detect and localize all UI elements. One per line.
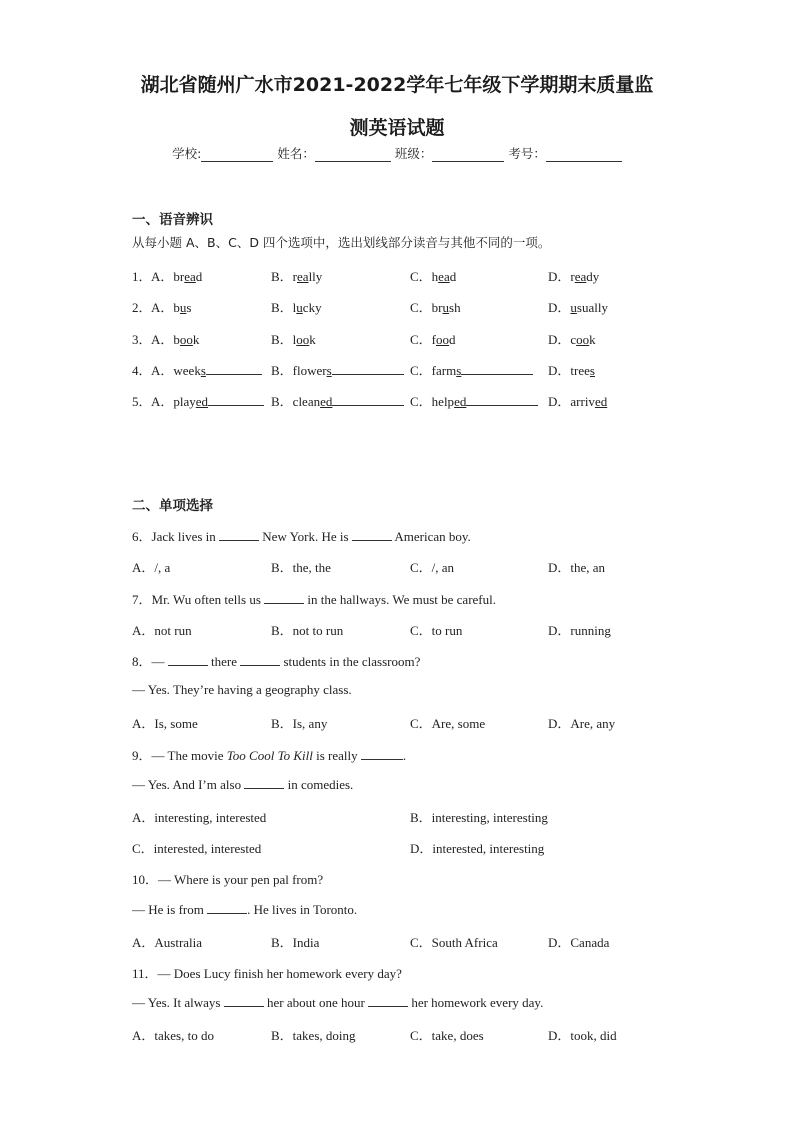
answer-blank[interactable] <box>361 747 403 760</box>
underlined-letters: oo <box>436 332 450 347</box>
question-number: 10． <box>132 872 159 887</box>
option-d[interactable]: D．Are, any <box>548 716 616 731</box>
underlined-letters: oo <box>296 332 310 347</box>
underlined-letters: ea <box>438 269 450 284</box>
option-b[interactable]: B．India <box>271 935 320 950</box>
option-b[interactable] <box>271 391 404 410</box>
section-2-heading: 二、单项选择 <box>132 498 213 514</box>
question-number: 8． <box>132 654 152 669</box>
option-a[interactable]: A．not run <box>132 623 192 638</box>
option-text: D． <box>548 363 571 378</box>
option-text: arriv <box>570 394 595 409</box>
question-text: — <box>151 654 168 669</box>
option-text: A． <box>151 394 174 409</box>
page-title-line-1: 湖北省随州广水市2021-2022学年七年级下学期期末质量监 <box>140 74 654 96</box>
option-c[interactable] <box>410 329 456 348</box>
option-text: C． <box>410 394 432 409</box>
reply-text: . He lives in Toronto. <box>247 902 358 917</box>
name-field[interactable] <box>315 147 391 162</box>
option-text: br <box>431 300 443 315</box>
underlined-letters: ea <box>184 269 196 284</box>
option-text: C． <box>410 300 432 315</box>
number-field[interactable] <box>546 147 622 162</box>
underlined-letters: ea <box>297 269 309 284</box>
option-text: r <box>292 269 298 284</box>
option-d[interactable]: D．the, an <box>548 560 606 575</box>
option-b[interactable] <box>271 297 322 316</box>
page-title-line-2: 测英语试题 <box>349 117 445 139</box>
question-number: 11． <box>132 966 158 981</box>
option-a[interactable] <box>151 391 264 410</box>
option-text: C． <box>410 363 432 378</box>
option-b[interactable]: B．Is, any <box>271 716 328 731</box>
question-10-reply <box>132 901 357 918</box>
answer-blank[interactable] <box>264 591 304 604</box>
question-8 <box>132 651 420 670</box>
question-number: 3． <box>132 332 152 347</box>
option-b[interactable]: B．the, the <box>271 560 331 575</box>
option-text: D． <box>548 269 571 284</box>
underlined-letters: u <box>179 300 187 315</box>
option-d[interactable]: D．interested, interesting <box>410 841 545 856</box>
option-text: tree <box>570 363 590 378</box>
underlined-letters: s <box>326 363 332 378</box>
option-text: d <box>449 269 457 284</box>
movie-title: Too Cool To Kill <box>226 748 313 763</box>
question-text: Jack lives in <box>151 529 220 544</box>
class-label: 班级： <box>394 146 433 161</box>
option-c[interactable]: C．Are, some <box>410 716 486 731</box>
option-a[interactable]: A．interesting, interested <box>132 810 267 825</box>
option-d[interactable] <box>548 391 607 410</box>
option-d[interactable]: D．running <box>548 623 611 638</box>
option-d[interactable] <box>548 329 596 348</box>
option-b[interactable] <box>271 266 322 285</box>
underlined-letters: ed <box>594 394 608 409</box>
question-text: — Where is your pen pal from? <box>158 872 324 887</box>
question-text: there <box>207 654 241 669</box>
underlined-letters: s <box>456 363 462 378</box>
school-field[interactable] <box>201 147 273 162</box>
question-text: Mr. Wu often tells us <box>151 592 265 607</box>
reply-text: — Yes. It always <box>132 995 224 1010</box>
option-c[interactable] <box>410 360 533 379</box>
option-text: week <box>173 363 201 378</box>
fill-line <box>206 362 262 375</box>
option-text: D． <box>548 332 571 347</box>
question-number: 1． <box>132 269 152 284</box>
option-c[interactable] <box>410 391 538 410</box>
question-11 <box>132 963 402 982</box>
option-a[interactable]: A．Australia <box>132 935 203 950</box>
option-text: sually <box>576 300 608 315</box>
underlined-letters: ed <box>320 394 333 409</box>
option-b[interactable]: B．takes, doing <box>271 1028 356 1043</box>
option-d[interactable]: D．took, did <box>548 1028 617 1043</box>
option-b[interactable] <box>271 360 404 379</box>
answer-blank[interactable] <box>352 528 392 541</box>
question-9 <box>132 745 406 764</box>
question-text: — The movie <box>151 748 227 763</box>
question-text: American boy. <box>391 529 471 544</box>
section-1-instruction: 从每小题 A、B、C、D 四个选项中，选出划线部分读音与其他不同的一项。 <box>132 235 551 250</box>
option-text: D． <box>548 394 571 409</box>
section-1-heading: 一、语音辨识 <box>132 212 213 228</box>
reply-text: — He is from <box>132 902 208 917</box>
option-a[interactable]: A．takes, to do <box>132 1028 214 1043</box>
option-text: clean <box>292 394 321 409</box>
question-text: . <box>402 748 407 763</box>
option-text: br <box>173 269 185 284</box>
option-a[interactable]: A．/, a <box>132 560 171 575</box>
number-label: 考号： <box>508 146 546 161</box>
option-text: d <box>195 269 203 284</box>
option-b[interactable]: B．not to run <box>271 623 344 638</box>
option-c[interactable]: C．to run <box>410 623 463 638</box>
school-label: 学校: <box>172 146 202 161</box>
option-c[interactable]: C．South Africa <box>410 935 498 950</box>
question-6 <box>132 526 471 545</box>
answer-blank[interactable] <box>244 776 284 789</box>
answer-blank[interactable] <box>224 994 264 1007</box>
option-c[interactable] <box>410 297 461 316</box>
option-a[interactable] <box>151 297 191 316</box>
reply-text: her homework every day. <box>408 995 544 1010</box>
question-number: 4． <box>132 363 152 378</box>
option-b[interactable] <box>271 329 316 348</box>
option-text: l <box>292 300 297 315</box>
option-d[interactable] <box>548 266 599 285</box>
question-9-reply <box>132 776 353 793</box>
fill-line <box>461 362 533 375</box>
option-text: farm <box>431 363 457 378</box>
question-number: 5． <box>132 394 152 409</box>
answer-blank[interactable] <box>207 901 247 914</box>
option-text: d <box>449 332 456 347</box>
option-text: r <box>570 269 575 284</box>
option-text: C． <box>410 269 432 284</box>
underlined-letters: s <box>589 363 595 378</box>
option-d[interactable]: D．Canada <box>548 935 610 950</box>
reply-text: — Yes. And I’m also <box>132 777 245 792</box>
question-8-reply: — Yes. They’re having a geography class. <box>132 682 352 697</box>
option-text: s <box>186 300 192 315</box>
underlined-letters: ed <box>454 394 467 409</box>
option-text: A． <box>151 363 174 378</box>
answer-blank[interactable] <box>219 528 259 541</box>
option-text: sh <box>449 300 461 315</box>
option-c[interactable]: C．/, an <box>410 560 455 575</box>
option-b[interactable]: B．interesting, interesting <box>410 810 548 825</box>
option-text: B． <box>271 332 293 347</box>
option-text: k <box>309 332 316 347</box>
question-number: 7． <box>132 592 152 607</box>
option-text: D． <box>548 300 571 315</box>
question-number: 2． <box>132 300 152 315</box>
option-text: flower <box>292 363 327 378</box>
question-11-reply <box>132 994 543 1011</box>
class-field[interactable] <box>432 147 504 162</box>
option-text: b <box>173 300 180 315</box>
option-text: A． <box>151 269 174 284</box>
underlined-letters: u <box>570 300 577 315</box>
option-text: cky <box>302 300 322 315</box>
option-text: A． <box>151 332 174 347</box>
option-text: lly <box>308 269 323 284</box>
underlined-letters: u <box>442 300 450 315</box>
underlined-letters: ea <box>574 269 587 284</box>
question-number: 9． <box>132 748 152 763</box>
option-text: B． <box>271 300 293 315</box>
option-text: play <box>173 394 196 409</box>
underlined-letters: u <box>296 300 303 315</box>
underlined-letters: oo <box>179 332 193 347</box>
underlined-letters: ed <box>195 394 209 409</box>
option-a[interactable]: A．Is, some <box>132 716 198 731</box>
option-text: f <box>431 332 437 347</box>
option-text: B． <box>271 269 293 284</box>
option-a[interactable] <box>151 266 202 285</box>
question-10 <box>132 869 323 888</box>
option-text: b <box>173 332 180 347</box>
option-a[interactable] <box>151 329 199 348</box>
fill-line <box>466 393 538 406</box>
option-text: h <box>431 269 439 284</box>
option-text: c <box>570 332 577 347</box>
option-d[interactable] <box>548 297 608 316</box>
option-text: l <box>292 332 297 347</box>
answer-blank[interactable] <box>368 994 408 1007</box>
underlined-letters: oo <box>576 332 590 347</box>
option-d[interactable] <box>548 360 595 379</box>
option-text: B． <box>271 394 293 409</box>
answer-blank[interactable] <box>240 653 280 666</box>
option-text: k <box>192 332 200 347</box>
option-text: help <box>431 394 455 409</box>
question-text: students in the classroom? <box>280 654 421 669</box>
reply-text: her about one hour <box>263 995 369 1010</box>
student-info-line <box>0 144 794 162</box>
question-text: New York. He is <box>259 529 352 544</box>
question-text: is really <box>312 748 361 763</box>
question-number: 6． <box>132 529 152 544</box>
option-c[interactable]: C．interested, interested <box>132 841 262 856</box>
answer-blank[interactable] <box>168 653 208 666</box>
option-c[interactable] <box>410 266 456 285</box>
option-text: A． <box>151 300 174 315</box>
option-text: dy <box>586 269 600 284</box>
question-text: — Does Lucy finish her homework every day? <box>157 966 402 981</box>
option-text: C． <box>410 332 432 347</box>
reply-text: in comedies. <box>284 777 354 792</box>
question-text: in the hallways. We must be careful. <box>304 592 496 607</box>
option-text: B． <box>271 363 293 378</box>
name-label: 姓名： <box>277 146 315 161</box>
underlined-letters: s <box>200 363 206 378</box>
question-7 <box>132 589 496 608</box>
fill-line <box>208 393 264 406</box>
fill-line <box>332 362 404 375</box>
option-a[interactable] <box>151 360 262 379</box>
fill-line <box>332 393 404 406</box>
option-text: k <box>589 332 596 347</box>
option-c[interactable]: C．take, does <box>410 1028 484 1043</box>
